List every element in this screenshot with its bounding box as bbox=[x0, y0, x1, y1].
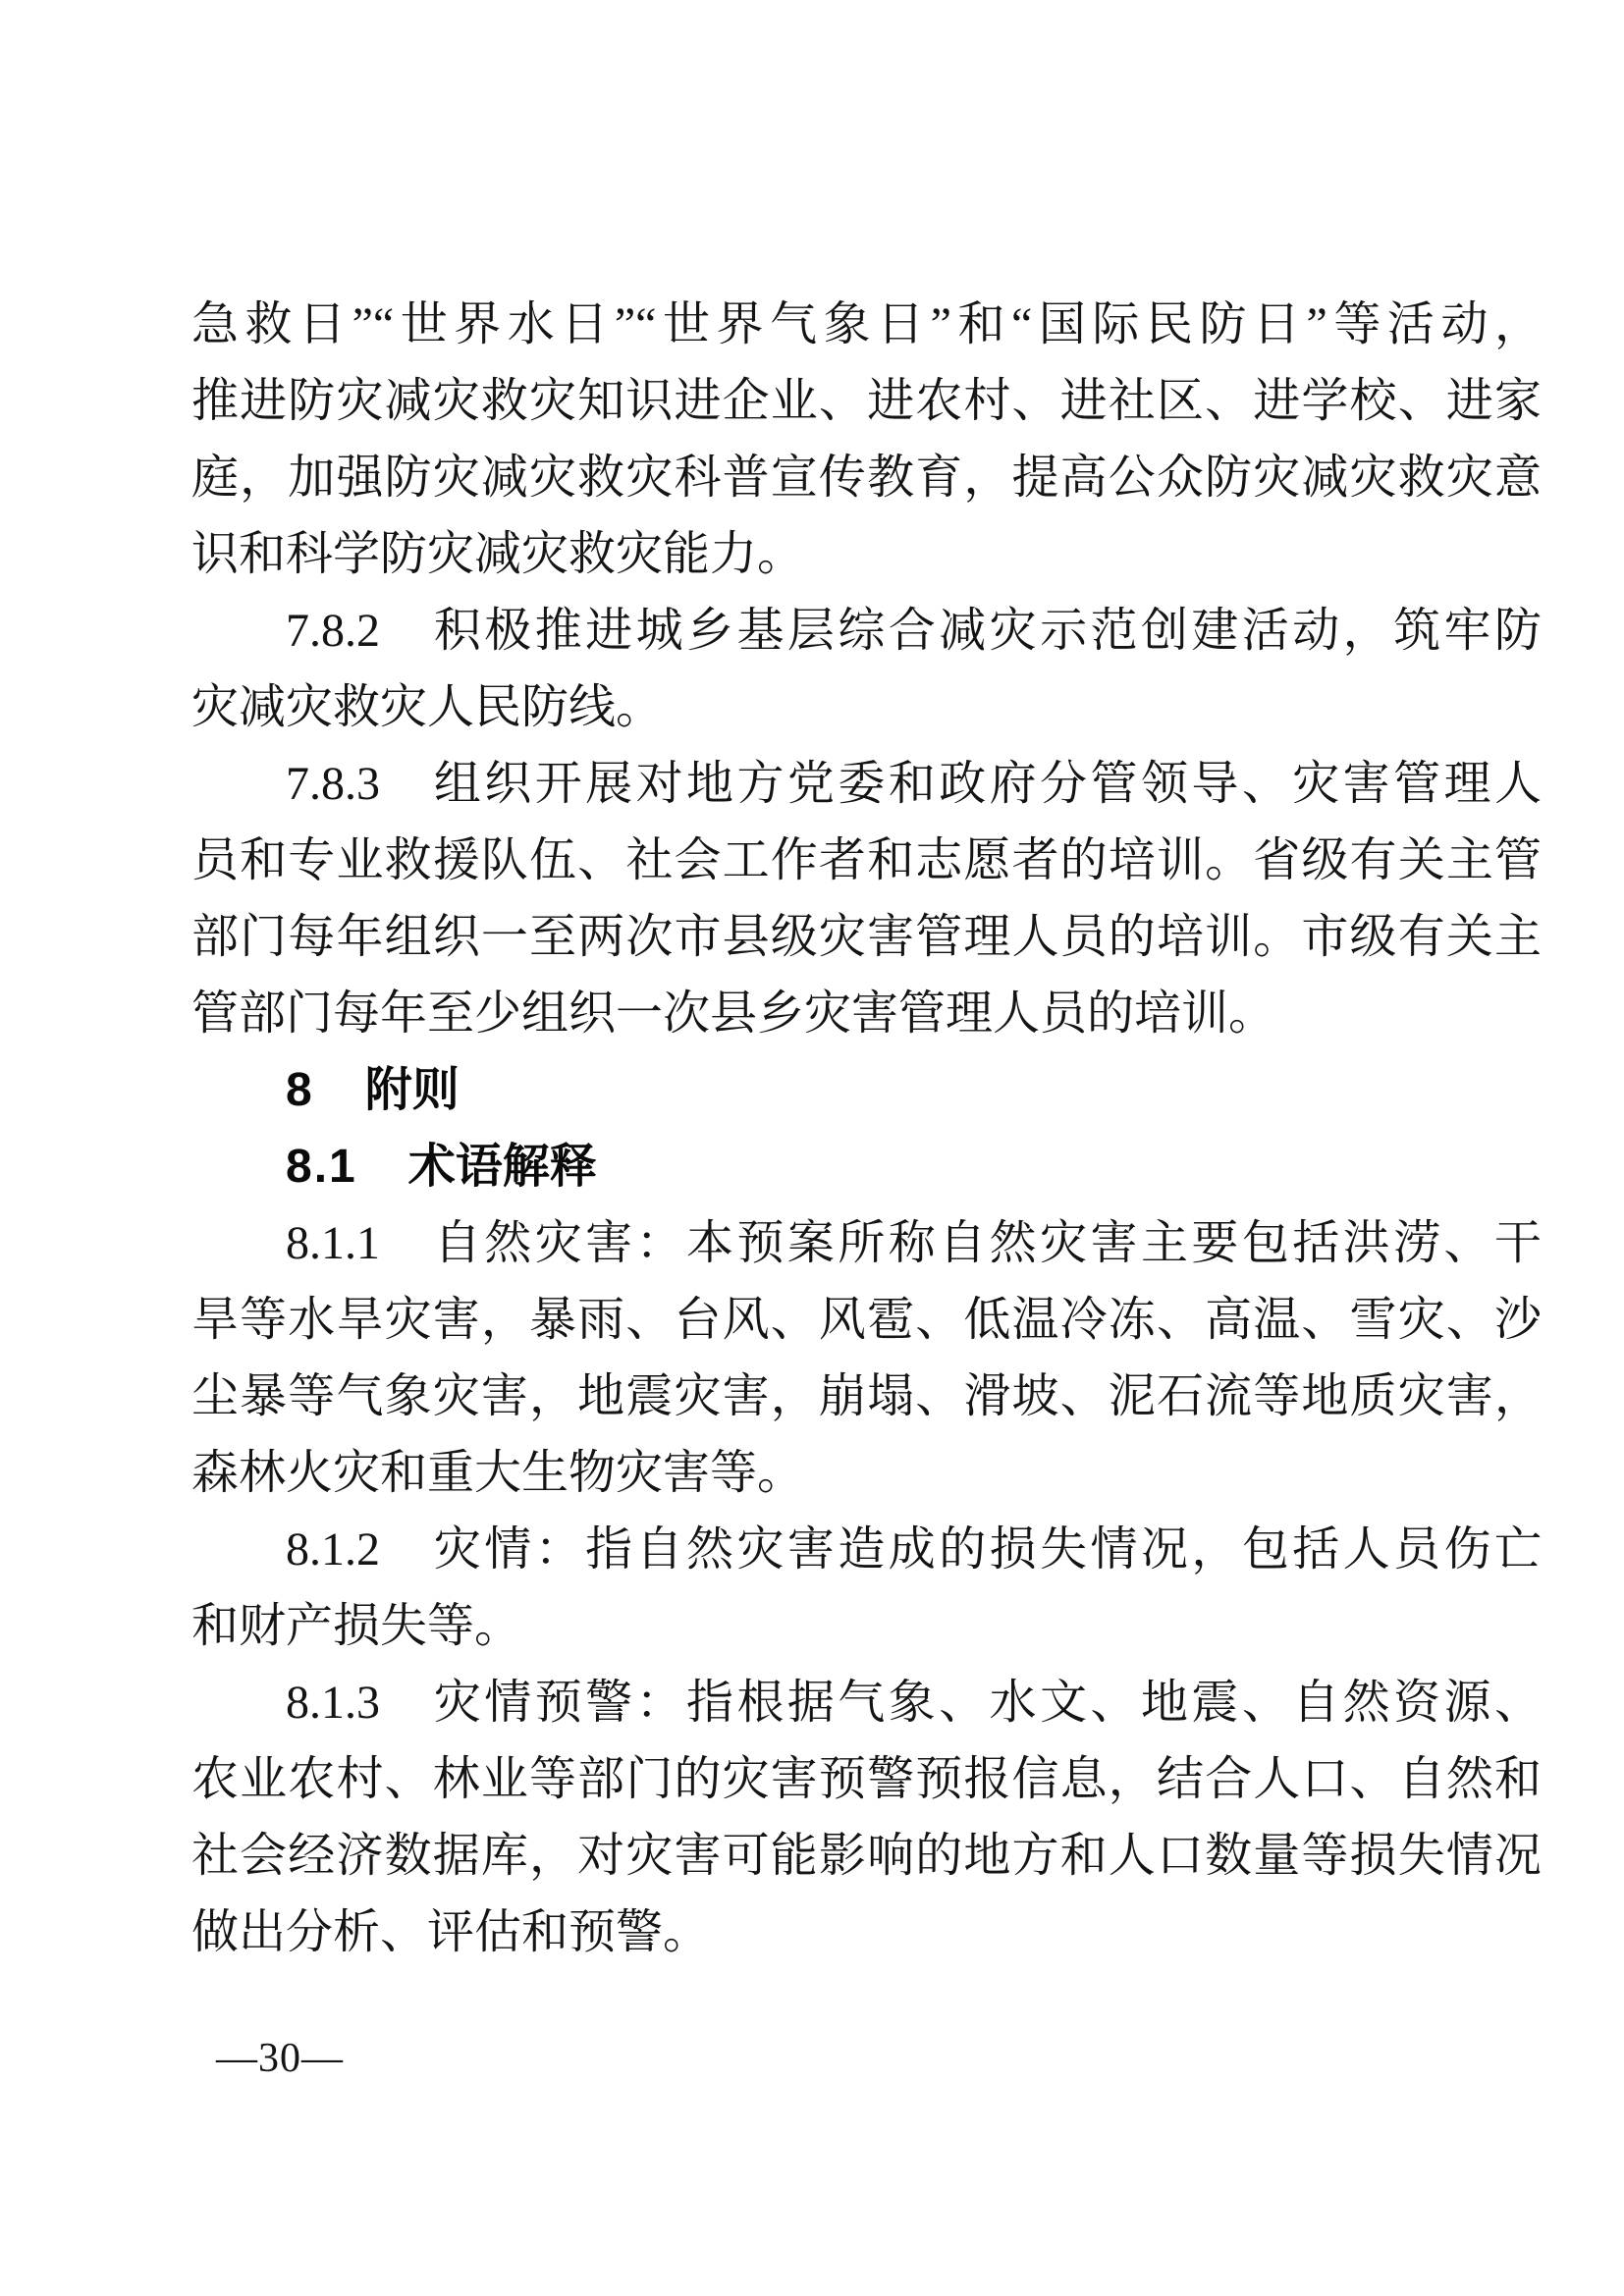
text-line: 尘暴等气象灾害，地震灾害，崩塌、滑坡、泥石流等地质灾害， bbox=[191, 1370, 1542, 1422]
paragraph bbox=[191, 1512, 1542, 1665]
paragraph bbox=[191, 746, 1542, 1052]
text-line: 庭，加强防灾减灾救灾科普宣传教育，提高公众防灾减灾救灾意 bbox=[191, 452, 1542, 504]
text-line: 8.1.1 自然灾害：本预案所称自然灾害主要包括洪涝、干 bbox=[286, 1217, 1542, 1269]
heading-label: 术语解释 bbox=[407, 1141, 597, 1193]
text-line: 7.8.3 组织开展对地方党委和政府分管领导、灾害管理人 bbox=[286, 758, 1542, 810]
text-line: 推进防灾减灾救灾知识进企业、进农村、进社区、进学校、进家 bbox=[191, 375, 1542, 427]
document-body bbox=[191, 287, 1542, 1971]
heading-label: 附则 bbox=[364, 1064, 460, 1116]
text-line: 做出分析、评估和预警。 bbox=[191, 1906, 711, 1958]
section-heading bbox=[191, 1052, 1542, 1129]
text-line: 森林火灾和重大生物灾害等。 bbox=[191, 1447, 805, 1499]
subsection-heading bbox=[191, 1129, 1542, 1205]
text-line: 员和专业救援队伍、社会工作者和志愿者的培训。省级有关主管 bbox=[191, 834, 1542, 886]
text-line: 和财产损失等。 bbox=[191, 1600, 522, 1652]
text-line: 农业农村、林业等部门的灾害预警预报信息，结合人口、自然和 bbox=[191, 1753, 1542, 1805]
text-line: 8.1.2 灾情：指自然灾害造成的损失情况，包括人员伤亡 bbox=[286, 1523, 1542, 1575]
paragraph bbox=[191, 287, 1542, 593]
paragraph bbox=[191, 1205, 1542, 1512]
heading-number: 8.1 bbox=[286, 1141, 357, 1193]
text-line: 7.8.2 积极推进城乡基层综合减灾示范创建活动，筑牢防 bbox=[286, 605, 1542, 657]
text-line: 灾减灾救灾人民防线。 bbox=[191, 681, 664, 733]
text-line: 识和科学防灾减灾救灾能力。 bbox=[191, 528, 805, 580]
page-number: —30— bbox=[216, 2036, 344, 2081]
text-line: 旱等水旱灾害，暴雨、台风、风雹、低温冷冻、高温、雪灾、沙 bbox=[191, 1294, 1542, 1346]
text-line: 部门每年组织一至两次市县级灾害管理人员的培训。市级有关主 bbox=[191, 911, 1542, 963]
heading-number: 8 bbox=[286, 1064, 314, 1116]
text-line: 8.1.3 灾情预警：指根据气象、水文、地震、自然资源、 bbox=[286, 1677, 1542, 1729]
text-line: 社会经济数据库，对灾害可能影响的地方和人口数量等损失情况 bbox=[191, 1830, 1542, 1882]
paragraph bbox=[191, 593, 1542, 746]
text-line: 急救日”“世界水日”“世界气象日”和“国际民防日”等活动， bbox=[191, 298, 1542, 350]
text-line: 管部门每年至少组织一次县乡灾害管理人员的培训。 bbox=[191, 988, 1276, 1040]
paragraph bbox=[191, 1665, 1542, 1971]
